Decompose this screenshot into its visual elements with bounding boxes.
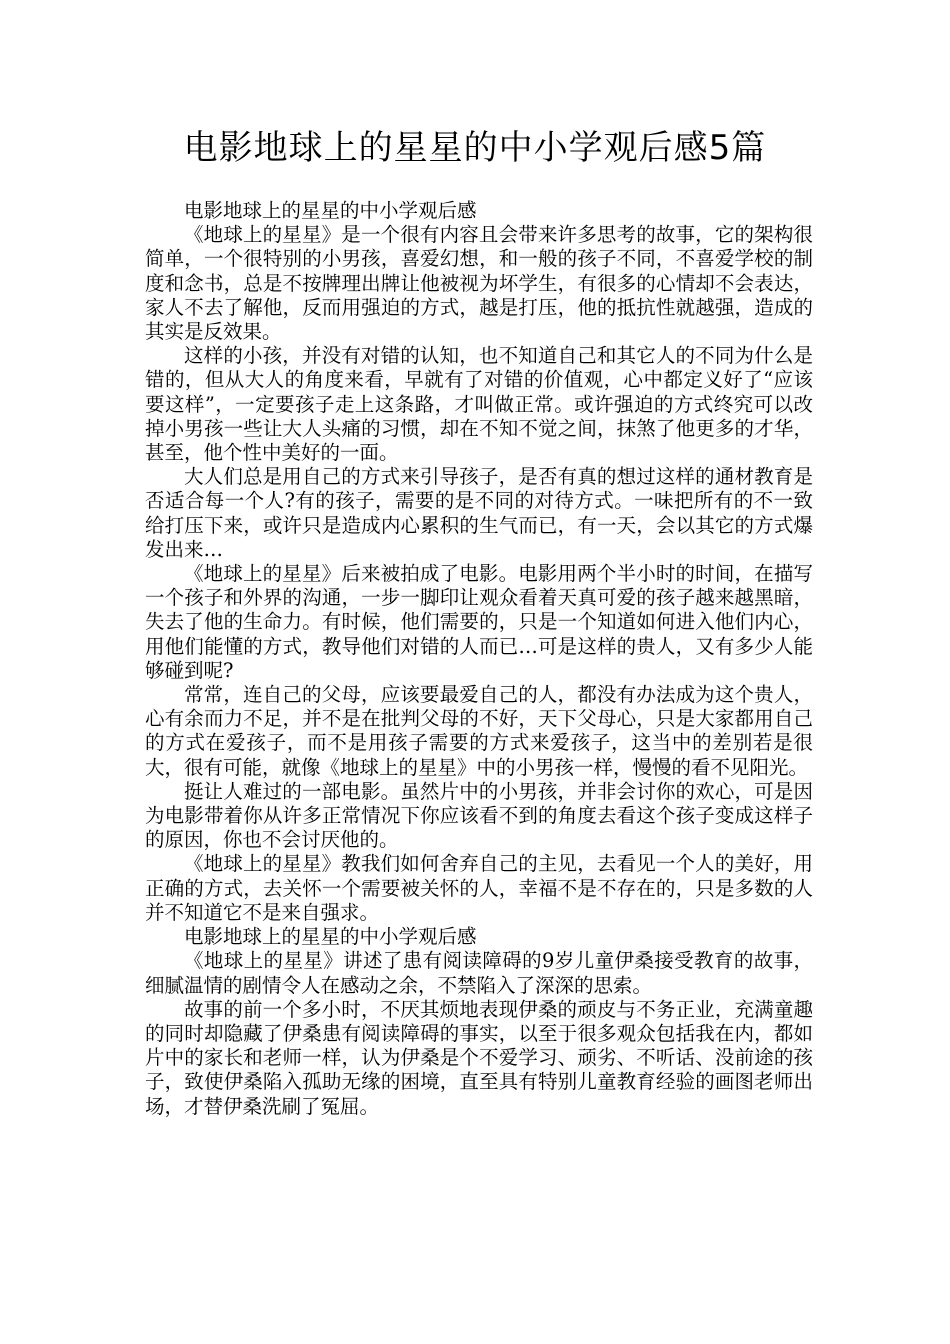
section-heading: 电影地球上的星星的中小学观后感 bbox=[184, 199, 477, 222]
paragraph: 挺让人难过的一部电影。虽然片中的小男孩，并非会讨你的欢心，可是因为电影带着你从许多正常情况下你应该看不到的角度去看这个孩子变成这样子的原因，你也不会讨厌他的。 bbox=[145, 779, 813, 852]
document-body bbox=[145, 199, 813, 1119]
paragraph: 《地球上的星星》教我们如何舍弃自己的主见，去看见一个人的美好，用正确的方式，去关怀一个需要被关怀的人，幸福不是不存在的，只是多数的人并不知道它不是来自强求。 bbox=[145, 852, 813, 924]
paragraph: 《地球上的星星》是一个很有内容且会带来许多思考的故事，它的架构很简单，一个很特别的小男孩，喜爱幻想，和一般的孩子不同，不喜爱学校的制度和念书，总是不按牌理出牌让他被视为坏学生，有很多的心情却不会表达，家人不去了解他，反而用强迫的方式，越是打压，他的抵抗性就越强，造成的其实是反效果。 bbox=[145, 223, 813, 344]
paragraph: 常常，连自己的父母，应该要最爱自己的人，都没有办法成为这个贵人，心有余而力不足，并不是在批判父母的不好，天下父母心，只是大家都用自己的方式在爱孩子，而不是用孩子需要的方式来爱孩子，这当中的差别若是很大，很有可能，就像《地球上的星星》中的小男孩一样，慢慢的看不见阳光。 bbox=[145, 683, 813, 779]
paragraph: 《地球上的星星》后来被拍成了电影。电影用两个半小时的时间，在描写一个孩子和外界的沟通，一步一脚印让观众看着天真可爱的孩子越来越黑暗，失去了他的生命力。有时候，他们需要的，只是一个知道如何进入他们内心，用他们能懂的方式，教导他们对错的人而已…可是这样的贵人，又有多少人能够碰到呢? bbox=[145, 562, 813, 682]
paragraph: 故事的前一个多小时，不厌其烦地表现伊桑的顽皮与不务正业，充满童趣的同时却隐藏了伊桑患有阅读障碍的事实，以至于很多观众包括我在内，都如片中的家长和老师一样，认为伊桑是个不爱学习、顽劣、不听话、没前途的孩子，致使伊桑陷入孤助无缘的困境，直至具有特别儿童教育经验的画图老师出场，才替伊桑洗刷了冤屈。 bbox=[145, 997, 813, 1118]
document-title: 电影地球上的星星的中小学观后感5篇 bbox=[183, 128, 767, 168]
section-heading: 电影地球上的星星的中小学观后感 bbox=[184, 925, 477, 949]
paragraph: 《地球上的星星》讲述了患有阅读障碍的9岁儿童伊桑接受教育的故事，细腻温情的剧情令人在感动之余，不禁陷入了深深的思索。 bbox=[145, 949, 813, 997]
paragraph: 这样的小孩，并没有对错的认知，也不知道自己和其它人的不同为什么是错的，但从大人的角度来看，早就有了对错的价值观，心中都定义好了“应该要这样”，一定要孩子走上这条路，才叫做正常。或许强迫的方式终究可以改掉小男孩一些让大人头痛的习惯，却在不知不觉之间，抹煞了他更多的才华，甚至，他个性中美好的一面。 bbox=[145, 344, 813, 465]
paragraph: 大人们总是用自己的方式来引导孩子，是否有真的想过这样的通材教育是否适合每一个人?有的孩子，需要的是不同的对待方式。一味把所有的不一致给打压下来，或许只是造成内心累积的生气而已，有一天，会以其它的方式爆发出来… bbox=[145, 465, 813, 561]
